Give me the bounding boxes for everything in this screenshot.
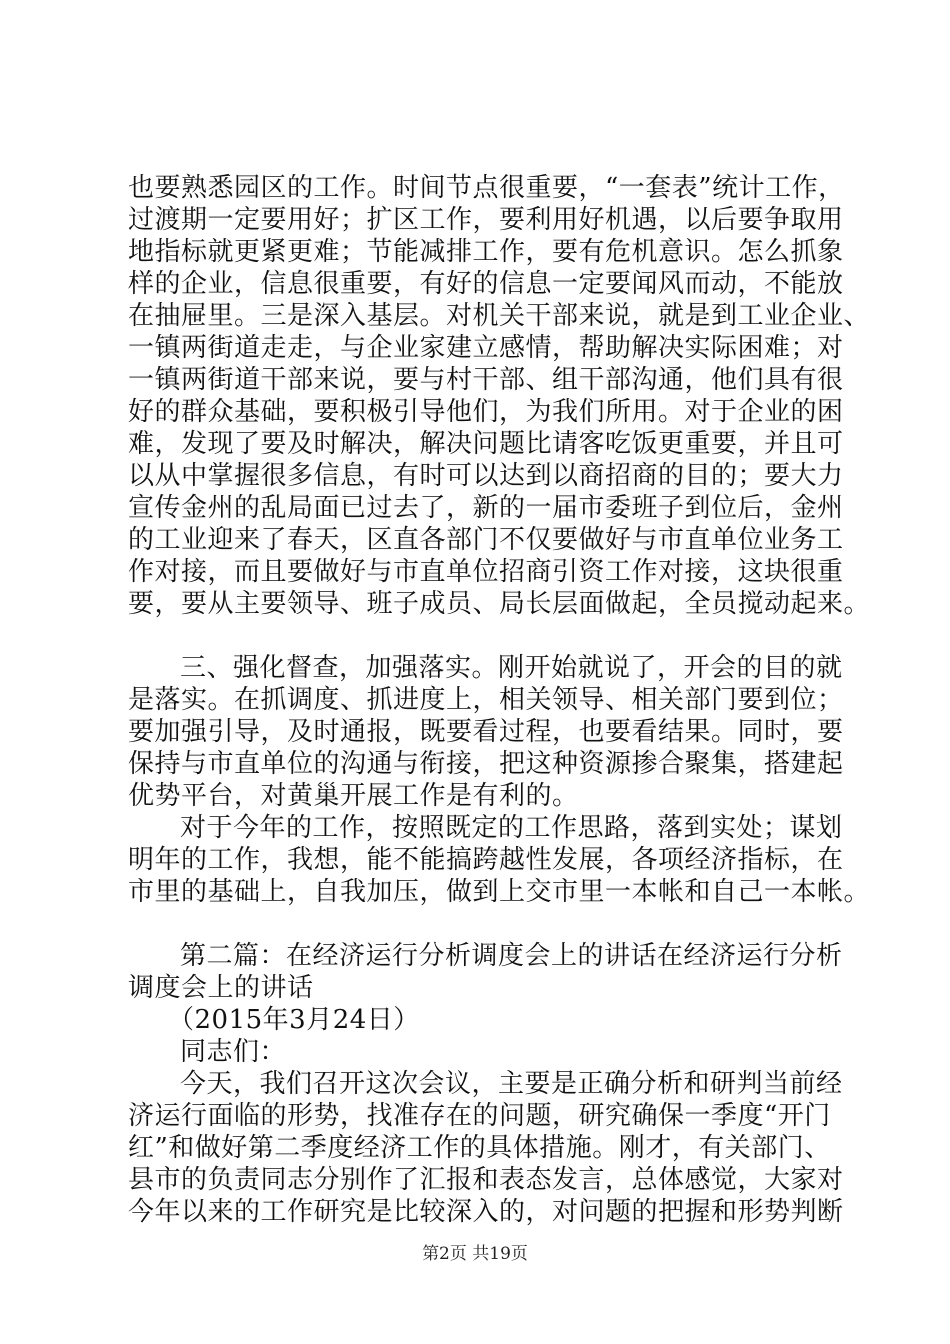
text-line: 在抽屉里。三是深入基层。对机关干部来说，就是到工业企业、 bbox=[128, 301, 871, 331]
text-line: 一镇两街道走走，与企业家建立感情，帮助解决实际困难；对 bbox=[128, 333, 844, 363]
salutation: 同志们： bbox=[180, 1037, 287, 1067]
section-heading: 调度会上的讲话 bbox=[128, 973, 314, 1003]
text-line: 济运行面临的形势，找准存在的问题，研究确保一季度“开门 bbox=[128, 1101, 831, 1131]
text-line: 今天，我们召开这次会议，主要是正确分析和研判当前经 bbox=[180, 1069, 843, 1099]
section-heading: 第二篇：在经济运行分析调度会上的讲话在经济运行分析 bbox=[180, 941, 843, 971]
text-line: 作对接，而且要做好与市直单位招商引资工作对接，这块很重 bbox=[128, 557, 844, 587]
text-line: 的工业迎来了春天，区直各部门不仅要做好与市直单位业务工 bbox=[128, 525, 844, 555]
text-line: 市里的基础上，自我加压，做到上交市里一本帐和自己一本帐。 bbox=[128, 877, 871, 907]
text-line: 样的企业，信息很重要，有好的信息一定要闻风而动，不能放 bbox=[128, 269, 844, 299]
text-line: 县市的负责同志分别作了汇报和表态发言，总体感觉，大家对 bbox=[128, 1165, 844, 1195]
text-line: 宣传金州的乱局面已过去了，新的一届市委班子到位后，金州 bbox=[128, 493, 844, 523]
text-line: 红”和做好第二季度经济工作的具体措施。刚才，有关部门、 bbox=[128, 1133, 831, 1163]
paragraph-gap bbox=[128, 908, 828, 940]
page-number: 第2页 共19页 bbox=[422, 1244, 528, 1264]
speech-date: （2015年3月24日） bbox=[168, 1005, 420, 1035]
text-line: 要，要从主要领导、班子成员、局长层面做起，全员搅动起来。 bbox=[128, 589, 871, 619]
text-line: 是落实。在抓调度、抓进度上，相关领导、相关部门要到位； bbox=[128, 685, 844, 715]
text-line: 一镇两街道干部来说，要与村干部、组干部沟通，他们具有很 bbox=[128, 365, 844, 395]
text-line: 优势平台，对黄巢开展工作是有利的。 bbox=[128, 781, 579, 811]
page-footer bbox=[0, 1244, 950, 1264]
text-line: 难，发现了要及时解决，解决问题比请客吃饭更重要，并且可 bbox=[128, 429, 844, 459]
body-text bbox=[128, 172, 871, 1228]
text-line: 三、强化督查，加强落实。刚开始就说了，开会的目的就 bbox=[180, 653, 843, 683]
text-line: 今年以来的工作研究是比较深入的，对问题的把握和形势判断 bbox=[128, 1197, 844, 1227]
text-line: 过渡期一定要用好；扩区工作，要利用好机遇，以后要争取用 bbox=[128, 205, 844, 235]
text-line: 要加强引导，及时通报，既要看过程，也要看结果。同时，要 bbox=[128, 717, 844, 747]
paragraph-gap bbox=[128, 620, 828, 652]
text-line: 好的群众基础，要积极引导他们，为我们所用。对于企业的困 bbox=[128, 397, 844, 427]
text-line: 地指标就更紧更难；节能减排工作，要有危机意识。怎么抓象 bbox=[128, 237, 844, 267]
text-line: 明年的工作，我想，能不能搞跨越性发展，各项经济指标，在 bbox=[128, 845, 844, 875]
text-line: 以从中掌握很多信息，有时可以达到以商招商的目的；要大力 bbox=[128, 461, 844, 491]
text-line: 对于今年的工作，按照既定的工作思路，落到实处；谋划 bbox=[180, 813, 843, 843]
text-line: 也要熟悉园区的工作。时间节点很重要，“一套表”统计工作， bbox=[128, 173, 845, 203]
text-line: 保持与市直单位的沟通与衔接，把这种资源掺合聚集，搭建起 bbox=[128, 749, 844, 779]
